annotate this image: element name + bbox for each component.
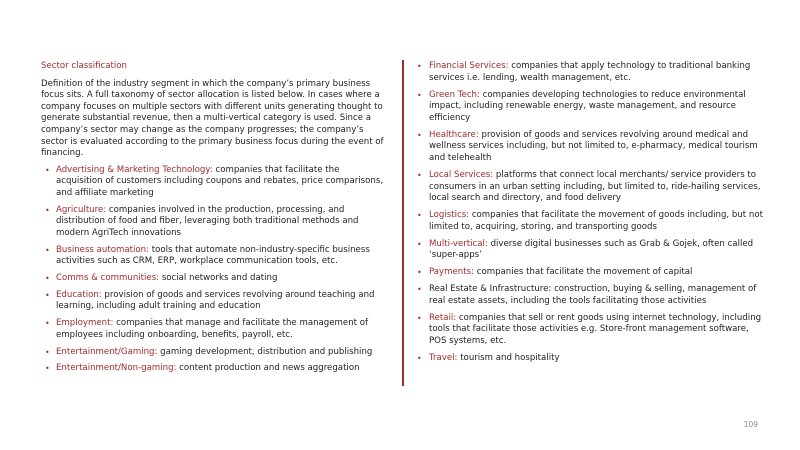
bullet-dot-icon: • (417, 313, 422, 323)
bullet-dot-icon: • (45, 245, 50, 255)
sector-term: Business automation: (56, 244, 149, 255)
sector-term: Logistics: (429, 210, 470, 221)
sector-term: Employment: (56, 318, 114, 329)
sector-item (416, 267, 766, 279)
sector-term: Multi-vertical: (429, 238, 488, 249)
bullet-dot-icon: • (417, 90, 422, 100)
sector-item (416, 353, 766, 365)
sector-term: Entertainment/Gaming: (56, 346, 158, 357)
sector-item (41, 165, 387, 200)
bullet-dot-icon: • (45, 319, 50, 329)
right-column (416, 61, 766, 370)
sector-item (41, 290, 387, 313)
sector-term: Financial Services: (429, 61, 509, 71)
sector-item (416, 130, 766, 165)
sector-term: Entertainment/Non-gaming: (56, 363, 177, 374)
left-sector-list (41, 165, 387, 375)
sector-description: social networks and dating (161, 273, 278, 284)
sector-description: gaming development, distribution and publishing (160, 346, 373, 357)
sector-term: Local Services: (429, 169, 494, 180)
sector-description: platforms that connect local merchants/ service providers to consumers in an urban setting including, but limited to, ride-hailing services, local search and directory, and food delivery (429, 169, 761, 204)
sector-term: Travel: (429, 352, 458, 363)
right-sector-list (416, 61, 766, 365)
sector-item (416, 90, 766, 125)
sector-item (41, 245, 387, 268)
sector-item (416, 284, 766, 307)
sector-item (416, 210, 766, 233)
sector-item (416, 170, 766, 205)
page-number: 109 (743, 420, 758, 429)
sector-description: companies that facilitate the movement of capital (476, 267, 693, 278)
sector-description: provision of goods and services revolving around medical and wellness services including, but not limited to, e-pharmacy, medical tourism and telehealth (429, 129, 758, 163)
sector-description: companies developing technologies to reduce environmental impact, including renewable energy, waste management, and resource efficiency (429, 89, 746, 123)
bullet-dot-icon: • (45, 290, 50, 300)
section-title: Sector classification (41, 61, 127, 71)
sector-description: construction, buying & selling, management of real estate assets, including the tools facilitating those activities (429, 284, 757, 306)
bullet-dot-icon: • (417, 62, 422, 71)
sector-item (41, 363, 387, 375)
sector-term: Education: (56, 289, 102, 300)
sector-term: Green Tech: (429, 89, 480, 100)
sector-description: companies that facilitate the movement of goods including, but not limited to, acquiring, storing, and transporting goods (429, 210, 763, 232)
sector-item (41, 273, 387, 285)
bullet-dot-icon: • (45, 347, 50, 357)
bullet-dot-icon: • (45, 165, 50, 175)
bullet-dot-icon: • (45, 364, 50, 374)
sector-description: companies involved in the production, processing, and distribution of food and fiber, leveraging both traditional methods and modern AgriTech innovations (56, 204, 359, 238)
sector-item (41, 347, 387, 359)
bullet-dot-icon: • (45, 205, 50, 215)
sector-description: tools that automate non-industry-specific business activities such as CRM, ERP, workplace communication tools, etc. (56, 244, 370, 267)
sector-term: Healthcare: (429, 129, 479, 140)
sector-item (41, 205, 387, 240)
bullet-dot-icon: • (417, 268, 422, 278)
bullet-dot-icon: • (417, 353, 422, 363)
sector-term: Retail: (429, 312, 457, 323)
sector-term: Advertising & Marketing Technology: (56, 164, 213, 175)
sector-term: Comms & communities: (56, 273, 160, 284)
sector-description: diverse digital businesses such as Grab & Gojek, often called ‘super-apps’ (429, 238, 754, 261)
sector-description: companies that manage and facilitate the management of employees including onboarding, benefits, payroll, etc. (56, 318, 369, 340)
sector-item (416, 313, 766, 348)
bullet-dot-icon: • (417, 170, 422, 180)
column-divider (402, 60, 404, 386)
sector-description: companies that sell or rent goods using internet technology, including tools that facilitate those activities e.g. Store-front management software, POS systems, etc. (429, 312, 762, 346)
bullet-dot-icon: • (417, 239, 422, 249)
bullet-dot-icon: • (417, 130, 422, 140)
sector-description: companies that facilitate the acquisition of customers including coupons and rebates, price comparisons, and affiliate marketing (56, 164, 384, 198)
bullet-dot-icon: • (45, 274, 50, 284)
sector-description: provision of goods and services revolving around teaching and learning, including adult training and education (56, 289, 375, 312)
sector-term: Payments: (429, 267, 474, 278)
sector-description: companies that apply technology to traditional banking services i.e. lending, wealth management, etc. (429, 61, 751, 83)
sector-item (41, 318, 387, 341)
sector-description: tourism and hospitality (460, 352, 560, 363)
sector-term: Agriculture: (56, 204, 107, 215)
bullet-dot-icon: • (417, 285, 422, 295)
section-intro: Definition of the industry segment in which the company’s primary business focus sits. A full taxonomy of sector allocation is listed below. In cases where a company focuses on multiple sectors with different units generating thought to generate substantial revenue, then a multi-vertical category is used. Since a company’s sector may change as the company progresses; the company’s sector is evaluated according to the primary business focus during the event of financing. (41, 78, 384, 159)
sector-description: content production and news aggregation (179, 363, 360, 374)
sector-item (416, 61, 766, 84)
left-column (41, 61, 387, 380)
bullet-dot-icon: • (417, 211, 422, 221)
sector-term: Real Estate & Infrastructure: (429, 284, 552, 295)
sector-item (416, 239, 766, 262)
